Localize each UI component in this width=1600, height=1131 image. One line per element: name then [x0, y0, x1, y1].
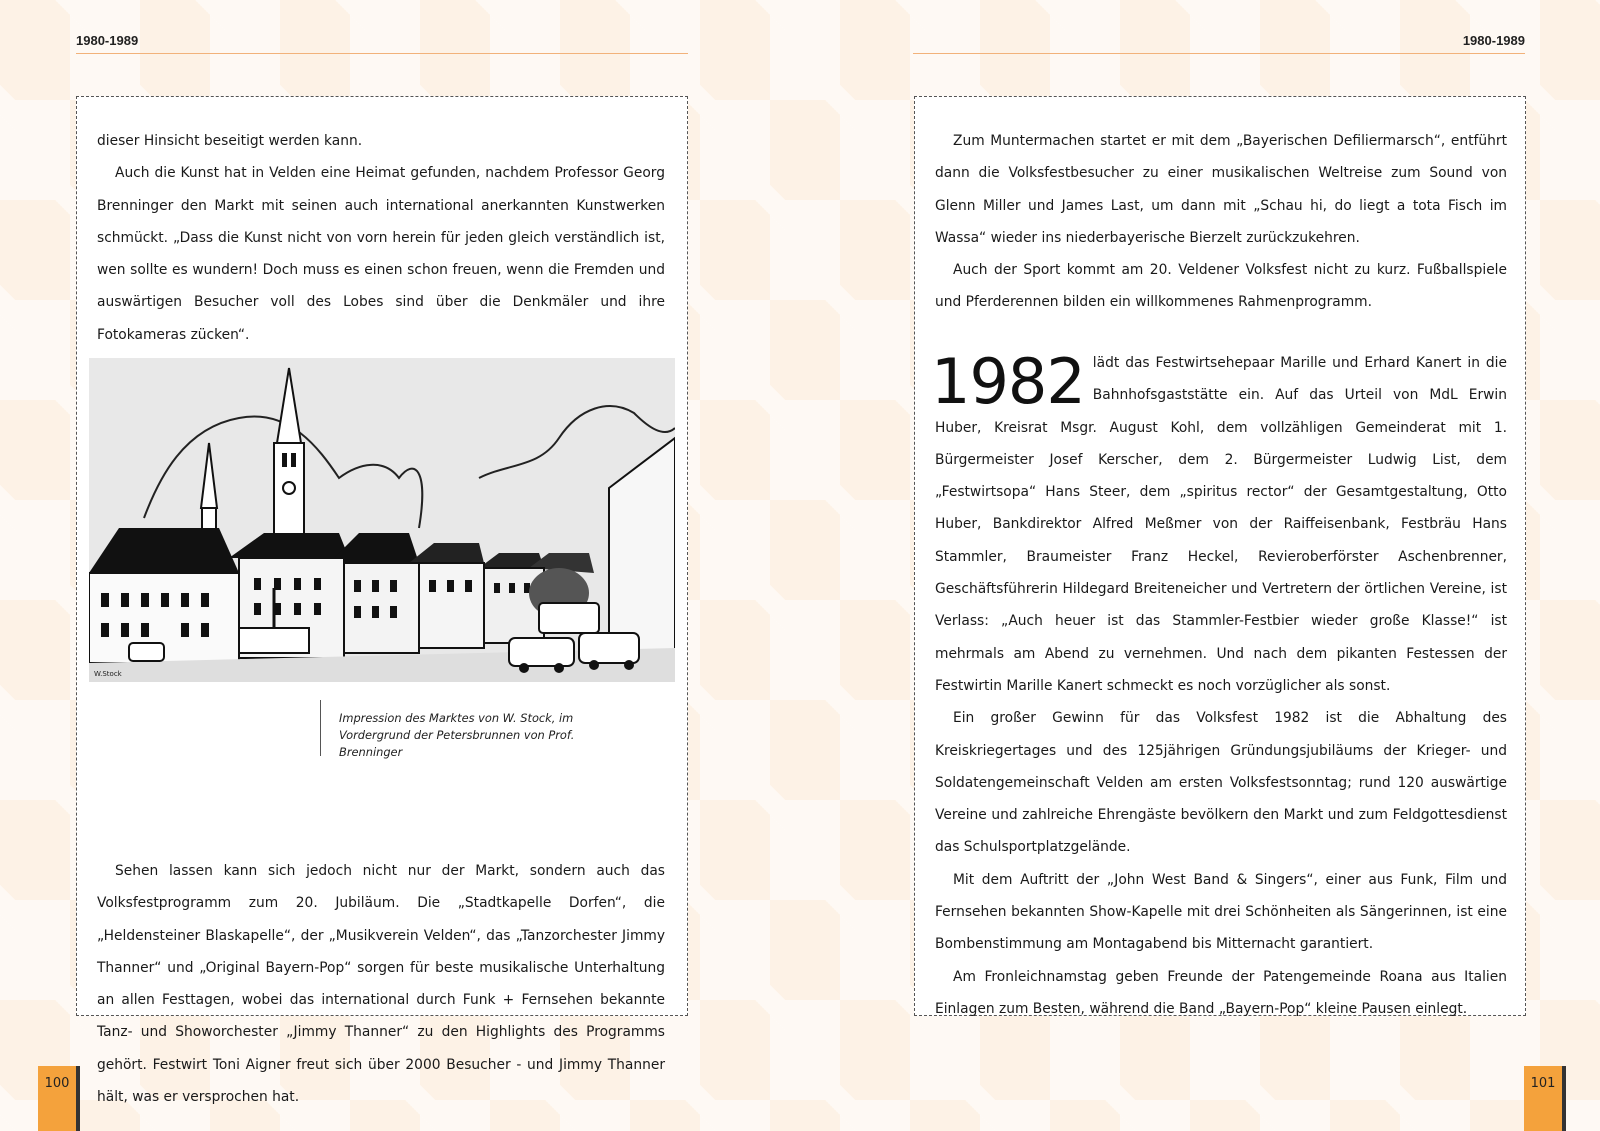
paragraph: Am Fronleichnamstag geben Freunde der Patengemeinde Roana aus Italien Einlagen zum Besten, während die Band „Bayern-Pop“ kleine Pausen einlegt.	[935, 968, 1507, 1017]
caption-box	[320, 700, 640, 759]
image-caption: Impression des Marktes von W. Stock, im Vordergrund der Petersbrunnen von Prof. Brenninger	[339, 711, 575, 759]
page-number-tab-right: 101	[1524, 1066, 1562, 1131]
right-page	[800, 0, 1600, 1131]
market-sketch-image	[89, 358, 675, 682]
running-head-right: 1980-1989	[1462, 33, 1525, 48]
paragraph: lädt das Festwirtsehepaar Marille und Erhard Kanert in die Bahnhofsgaststätte ein. Auf das Urteil von MdL Erwin Huber, Kreisrat Msgr. August Kohl, dem vollzähligen Gemeinderat mit 1. Bürgermeister Josef Kerscher, dem 2. Bürgermeister Ludwig List, dem „Festwirtsopa“ Hans Steer, dem „spiritus rector“ der Gesamtgestaltung, Otto Huber, Bankdirektor Alfred Meßmer von der Raiffeisenbank, Festbräu Hans Stammler, Braumeister Franz Heckel, Revieroberförster Aschenbrenner, Geschäftsführerin Hildegard Breiteneicher und Vertretern der örtlichen Vereine, ist Verlass: „Auch heuer ist das Stammler-Festbier wieder große Klasse!“ ist mehrmals am Abend zu vernehmen. Und nach dem pikanten Festessen der Festwirtin Marille Kanert schmeckt es noch vorzüglicher als sonst.	[935, 355, 1507, 694]
header-rule-left	[76, 53, 688, 54]
paragraph: Auch der Sport kommt am 20. Veldener Volksfest nicht zu kurz. Fußballspiele und Pferderennen bilden ein willkommenes Rahmenprogramm.	[935, 262, 1507, 311]
left-bottom-text	[97, 855, 665, 1113]
year-section-1982	[931, 345, 1507, 1025]
text-frame-right	[914, 96, 1526, 1016]
paragraph: dieser Hinsicht beseitigt werden kann.	[97, 133, 363, 149]
paragraph: Ein großer Gewinn für das Volksfest 1982 ist die Abhaltung des Kreiskriegertages und des 125jährigen Gründungsjubiläums der Krieger- und Soldatengemeinschaft Velden am ersten Volksfestsonntag; rund 120 auswärtige Vereine und zahlreiche Ehrengäste bevölkern den Markt und zum Feldgottesdienst das Schulsportplatzgelände.	[935, 710, 1507, 856]
text-frame-left	[76, 96, 688, 1106]
running-head-left: 1980-1989	[76, 33, 139, 48]
header-rule-right	[913, 53, 1525, 54]
page-number-tab-left: 100	[38, 1066, 76, 1131]
paragraph: Mit dem Auftritt der „John West Band & Singers“, einer aus Funk, Film und Fernsehen bekannten Show-Kapelle mit drei Schönheiten als Sängerinnen, ist eine Bombenstimmung am Montagabend bis Mitternacht garantiert.	[935, 871, 1507, 953]
market-illustration	[89, 358, 675, 682]
paragraph: Zum Muntermachen startet er mit dem „Bayerischen Defiliermarsch“, entführt dann die Volksfestbesucher zu einer musikalischen Weltreise zum Sound von Glenn Miller und James Last, um dann mit „Schau hi, do liegt a tota Fisch im Wassa“ wieder ins niederbayerische Bierzelt zurückzukehren.	[935, 133, 1507, 246]
illustration-signature: W.Stock	[94, 670, 122, 678]
paragraph: Auch die Kunst hat in Velden eine Heimat gefunden, nachdem Professor Georg Brenninger den Markt mit seinen auch international anerkannten Kunstwerken schmückt. „Dass die Kunst nicht von vorn herein für jeden gleich verständlich ist, wen sollte es wundern! Doch muss es einen schon freuen, wenn die Fremden und auswärtigen Besucher voll des Lobes sind über die Denkmäler und ihre Fotokameras zücken“.	[97, 165, 665, 343]
year-dropcap: 1982	[931, 345, 1085, 418]
paragraph: Sehen lassen kann sich jedoch nicht nur der Markt, sondern auch das Volksfestprogramm zum 20. Jubiläum. Die „Stadtkapelle Dorfen“, die „Heldensteiner Blaskapelle“, der „Musikverein Velden“, das „Tanzorchester Jimmy Thanner“ und „Original Bayern-Pop“ sorgen für beste musikalische Unterhaltung an allen Festtagen, wobei das international durch Funk + Fernsehen bekannte Tanz- und Showorchester „Jimmy Thanner“ zu den Highlights des Programms gehört. Festwirt Toni Aigner freut sich über 2000 Besucher - und Jimmy Thanner hält, was er versprochen hat.	[97, 863, 665, 1106]
right-top-text	[935, 125, 1507, 319]
left-top-text	[97, 125, 665, 351]
